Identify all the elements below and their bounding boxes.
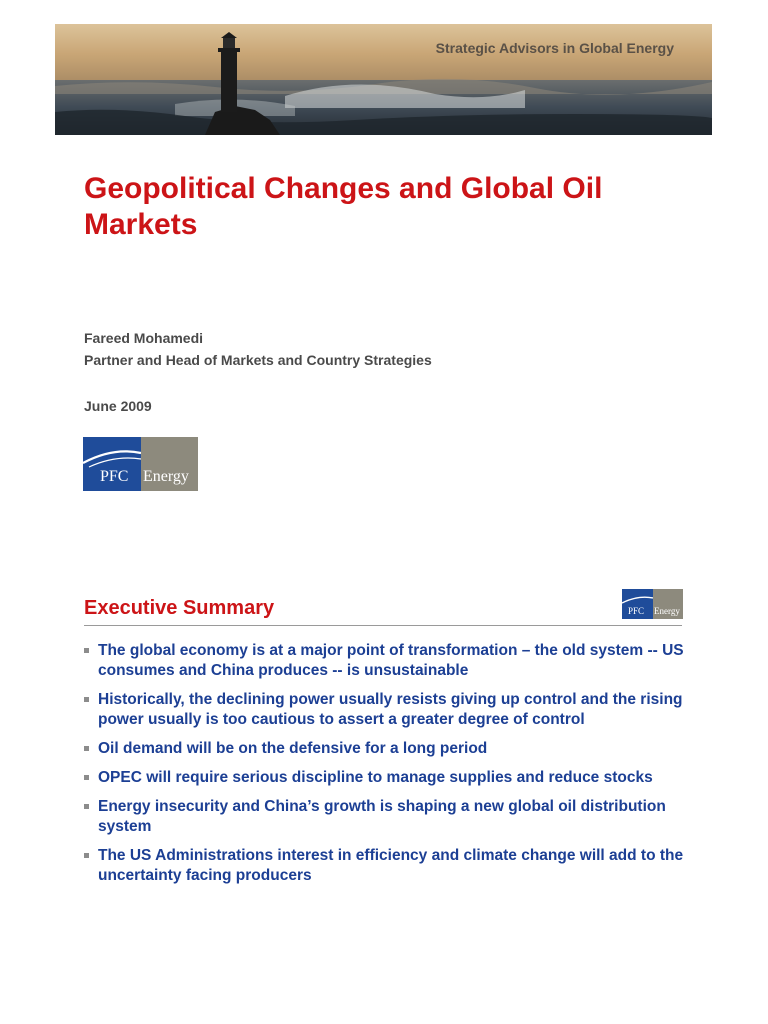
pfc-energy-logo [83, 437, 198, 491]
logo-blue-panel [83, 437, 141, 491]
logo-small-grey-panel [653, 589, 683, 619]
pfc-energy-logo-small [622, 589, 683, 619]
bullet-square-icon [84, 746, 89, 751]
bullet-text: OPEC will require serious discipline to manage supplies and reduce stocks [98, 769, 653, 786]
section-divider [84, 625, 682, 626]
bullet-item [84, 739, 696, 759]
logo-small-energy-text: Energy [654, 606, 680, 616]
bullet-square-icon [84, 853, 89, 858]
section-heading: Executive Summary [84, 597, 275, 619]
document-date: June 2009 [84, 398, 152, 414]
bullet-text: The global economy is at a major point of transformation – the old system -- US consumes and China produces -- is unsustainable [98, 642, 684, 679]
bullet-item [84, 690, 696, 730]
header-tagline: Strategic Advisors in Global Energy [435, 40, 674, 56]
bullet-square-icon [84, 697, 89, 702]
bullet-item [84, 846, 696, 886]
bullet-text: Historically, the declining power usually resists giving up control and the rising power usually is too cautious to assert a greater degree of control [98, 691, 683, 728]
logo-grey-panel [141, 437, 198, 491]
header-banner [55, 24, 712, 135]
logo-pfc-text: PFC [100, 468, 129, 485]
logo-energy-text: Energy [143, 468, 189, 485]
logo-small-pfc-text: PFC [628, 606, 645, 616]
author-role: Partner and Head of Markets and Country Strategies [84, 352, 432, 368]
logo-small-blue-panel [622, 589, 653, 619]
bullet-text: The US Administrations interest in efficiency and climate change will add to the uncertainty facing producers [98, 847, 684, 884]
summary-bullet-list [84, 641, 696, 895]
bullet-square-icon [84, 775, 89, 780]
bullet-text: Oil demand will be on the defensive for a long period [98, 740, 488, 757]
bullet-text: Energy insecurity and China’s growth is shaping a new global oil distribution system [98, 798, 666, 835]
bullet-square-icon [84, 648, 89, 653]
document-title: Geopolitical Changes and Global Oil Markets [84, 172, 603, 241]
bullet-square-icon [84, 804, 89, 809]
bullet-item [84, 641, 696, 681]
author-name: Fareed Mohamedi [84, 330, 204, 346]
bullet-item [84, 768, 696, 788]
bullet-item [84, 797, 696, 837]
